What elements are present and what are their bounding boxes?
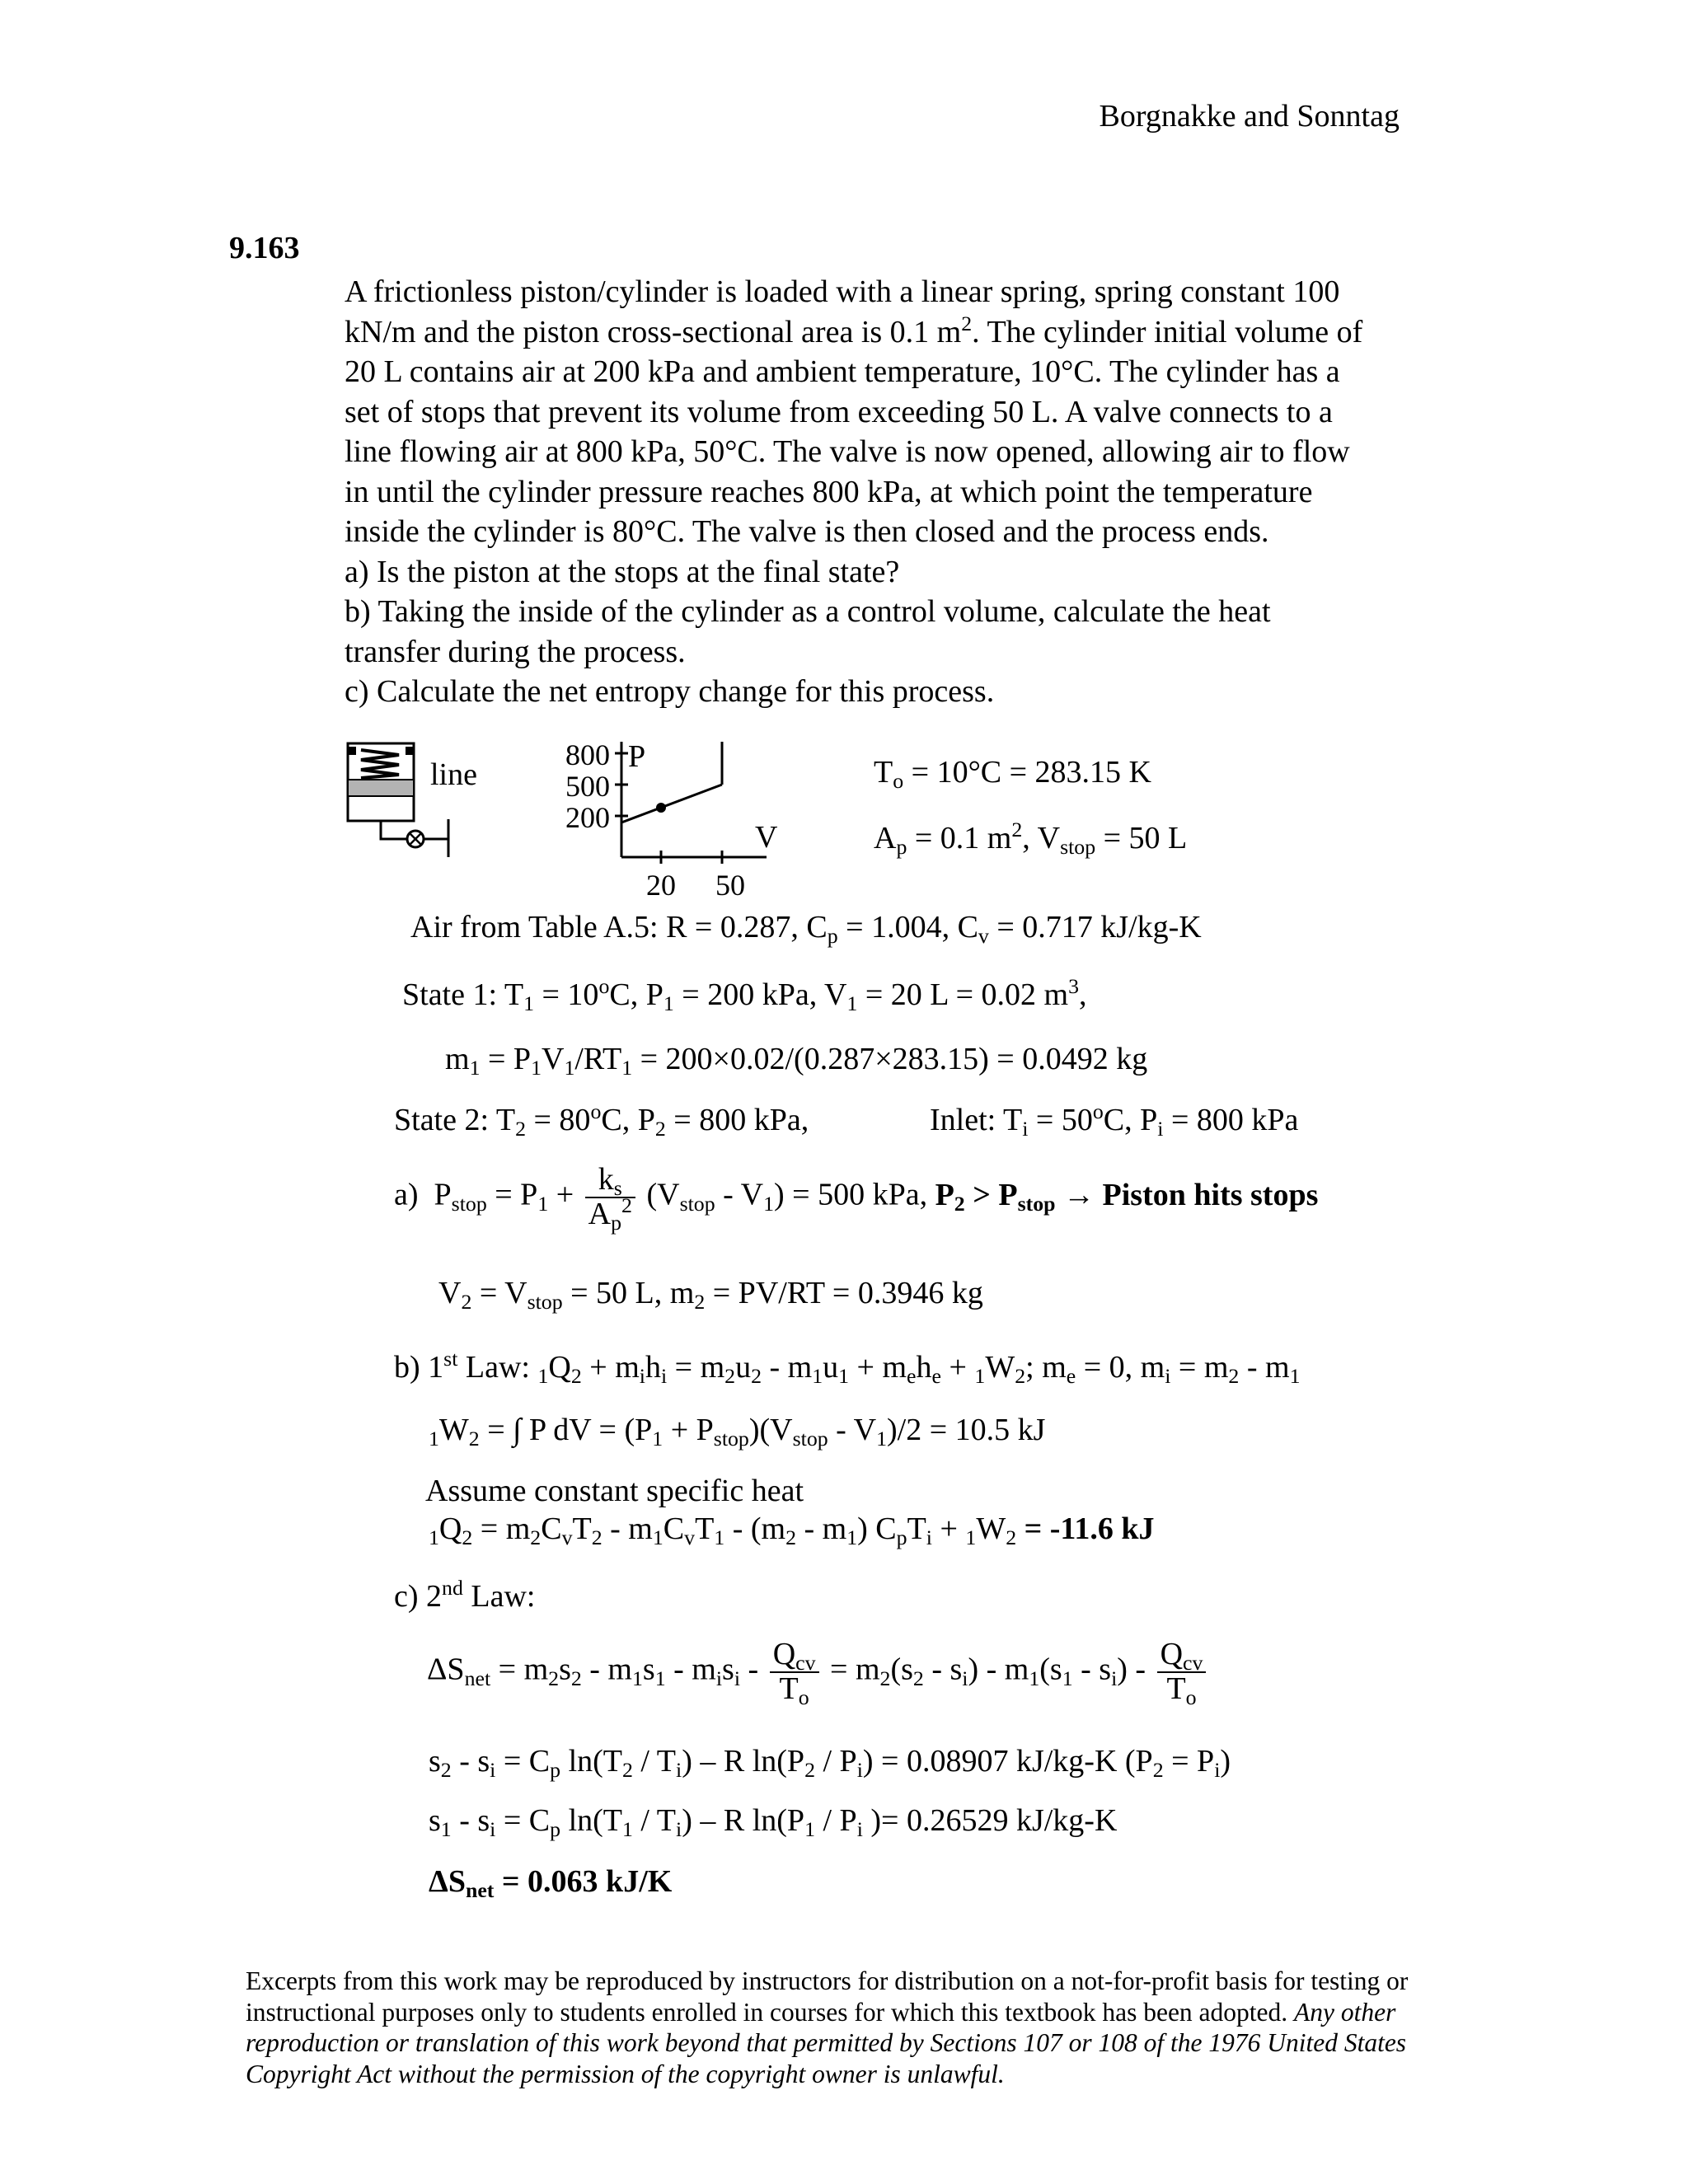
text: ) – R ln(P <box>682 1803 805 1838</box>
text: s <box>429 1744 441 1779</box>
text: = 0.063 kJ/K <box>494 1864 673 1899</box>
subscript: 2 <box>879 1666 891 1690</box>
subscript: p <box>896 835 907 860</box>
part-b-first-law: b) 1st Law: $_1Q_2 + m_ih_i = m_2u_2 - m_1u_1 + m_eh_e + _1W_2$; $m_e = 0$, $m_i = m_2 - m_1$ <box>394 1346 1301 1389</box>
heat-transfer-result: = -11.6 kJ <box>1024 1511 1155 1546</box>
text: ) = 500 kPa, <box>773 1177 935 1212</box>
subscript: i <box>734 1666 741 1690</box>
superscript: 2 <box>621 1193 632 1217</box>
subscript: 2 <box>785 1526 796 1550</box>
subscript: stop <box>792 1427 828 1451</box>
text: Q <box>772 1637 796 1671</box>
ambient-temperature <box>874 755 1151 794</box>
subscript: 1 <box>652 1526 663 1550</box>
superscript: 2 <box>1011 817 1023 841</box>
subscript: 1 <box>537 1191 549 1216</box>
text: - m <box>581 1652 632 1687</box>
subscript: 2 <box>468 1427 480 1451</box>
conclusion: → Piston hits stops <box>1055 1177 1319 1212</box>
subscript: 2 <box>622 1758 633 1783</box>
text: ) C <box>857 1511 897 1546</box>
copyright-italic-text: Any other reproduction or translation of this work beyond that permitted by Sections 107 or 108 of the 1976 United States Copyright Act without the permission of the copyright owner is unlawful. <box>246 1997 1407 2088</box>
text: - s <box>451 1744 490 1779</box>
text: T <box>874 755 893 790</box>
subscript: 1 <box>654 1666 666 1690</box>
subscript: cv <box>1183 1651 1203 1675</box>
text: = C <box>495 1803 551 1838</box>
inlet-pipe <box>381 821 407 839</box>
subscript: 2 <box>461 1290 472 1315</box>
text: = 200×0.02/(0.287×283.15) = 0.0492 kg <box>632 1042 1148 1076</box>
text: ) – R ln(P <box>682 1744 805 1779</box>
subscript: 2 <box>1006 1526 1017 1550</box>
problem-line <box>345 312 1441 353</box>
subscript: e <box>907 1364 917 1389</box>
inlet-state <box>930 1099 1299 1141</box>
subscript: i <box>676 1758 682 1783</box>
text: (V <box>638 1177 680 1212</box>
degree-sign: o <box>598 973 610 998</box>
problem-line-text: kN/m and the piston cross-sectional area is 0.1 m <box>345 314 962 349</box>
text: P <box>434 1177 452 1212</box>
text: = 50 <box>1028 1103 1093 1137</box>
subscript: i <box>856 1758 863 1783</box>
subscript: 1 <box>1062 1666 1073 1690</box>
subscript: stop <box>1017 1191 1056 1216</box>
subscript: i <box>715 1666 723 1690</box>
problem-number: 9.163 <box>229 231 300 265</box>
header-author: Borgnakke and Sonntag <box>1099 99 1400 134</box>
subscript: i <box>676 1817 682 1842</box>
heat-over-temperature <box>770 1637 819 1710</box>
state-2 <box>394 1099 809 1141</box>
subscript: 2 <box>462 1526 473 1550</box>
subscript: 1 <box>804 1817 815 1842</box>
subscript: p <box>827 924 838 949</box>
problem-line: in until the cylinder pressure reaches 800 kPa, at which point the temperature <box>345 474 1313 509</box>
superscript: 2 <box>961 311 973 335</box>
copyright-paragraph <box>246 1966 1465 2089</box>
text: = m <box>1170 1350 1229 1385</box>
copyright-notice <box>246 1966 1465 2089</box>
subscript: stop <box>679 1191 715 1216</box>
subscript: i <box>490 1758 496 1783</box>
subscript: i <box>1022 1117 1029 1141</box>
subscript: stop <box>1060 835 1096 860</box>
problem-line: line flowing air at 800 kPa, 50°C. The valve is now opened, allowing air to flow <box>345 434 1350 469</box>
text: = 200 kPa, V <box>673 977 847 1012</box>
text: V <box>438 1276 462 1310</box>
stop-marker <box>348 747 356 755</box>
text: )/2 = 10.5 kJ <box>887 1413 1046 1447</box>
part-label: b) 1 <box>394 1350 444 1385</box>
spring-line <box>621 785 722 823</box>
subscript: 2 <box>515 1117 526 1141</box>
assumption: Assume constant specific heat <box>425 1474 804 1508</box>
subscript: 1 <box>564 1056 575 1080</box>
subscript: 1 <box>763 1191 774 1216</box>
subscript: i <box>926 1526 932 1550</box>
text: m <box>445 1042 470 1076</box>
text: - m <box>796 1511 847 1546</box>
text: = 50 L, m <box>562 1276 695 1310</box>
p-tick-label: 800 <box>565 738 610 771</box>
subscript: 1 <box>965 1526 977 1550</box>
text: + <box>931 1511 966 1546</box>
text: = 1.004, C <box>837 910 978 944</box>
subscript: o <box>798 1685 809 1710</box>
subscript: 2 <box>694 1290 706 1315</box>
fraction-numerator <box>1157 1638 1207 1673</box>
text: (s <box>890 1652 913 1687</box>
subscript: 2 <box>654 1117 666 1141</box>
v-axis-label: V <box>755 820 778 855</box>
subscript: v <box>978 924 989 949</box>
part-label: a) <box>394 1177 419 1212</box>
subscript: s <box>613 1176 622 1201</box>
subscript: 2 <box>751 1364 762 1389</box>
text: - s <box>923 1652 963 1687</box>
subscript: 2 <box>954 1191 965 1216</box>
part-a-pstop <box>394 1162 1319 1235</box>
subscript: 1 <box>876 1427 887 1451</box>
subscript: i <box>1157 1117 1164 1141</box>
spring-fraction <box>585 1162 635 1235</box>
subscript: 1 <box>531 1056 542 1080</box>
boundary-work <box>429 1413 1046 1451</box>
copyright-text: Excerpts from this work may be reproduced by instructors for distribution on a not-for-profit basis for testing or instructional purposes only to students enrolled in courses for which this textbook has been adopted. <box>246 1966 1409 2027</box>
problem-line: set of stops that prevent its volume from exceeding 50 L. A valve connects to a <box>345 394 1333 429</box>
subscript: i <box>856 1817 863 1842</box>
text: )(V <box>748 1413 793 1447</box>
text: V <box>541 1042 565 1076</box>
subscript: i <box>639 1364 645 1389</box>
text: = ∫ P dV = (P <box>479 1413 653 1447</box>
text: T <box>572 1511 592 1546</box>
problem-line: a) Is the piston at the stops at the final state? <box>345 554 900 589</box>
text: + P <box>663 1413 714 1447</box>
subscript: p <box>550 1817 561 1842</box>
fraction-denominator <box>770 1671 819 1710</box>
text: Inlet: T <box>930 1103 1023 1137</box>
subscript: 2 <box>570 1364 582 1389</box>
subscript: 1 <box>440 1817 452 1842</box>
subscript: p <box>896 1526 907 1550</box>
text: = 10°C = 283.15 K <box>903 755 1151 790</box>
p-tick-label: 200 <box>565 801 610 834</box>
text: - m <box>1239 1350 1290 1385</box>
piston-cylinder-figure <box>338 733 799 907</box>
text: = m <box>822 1652 880 1687</box>
subscript: 1 <box>714 1526 725 1550</box>
subscript: 1 <box>622 1817 633 1842</box>
text: / P <box>814 1744 857 1779</box>
text: ) <box>1220 1744 1231 1779</box>
problem-line: c) Calculate the net entropy change for this process. <box>345 674 995 709</box>
entropy-balance: $\Delta S_{net} = m_2s_2 - m_1s_1 - m_is_i$ - $\frac{Q_{cv}}{T_o}$ = $m_2(s_2 - s_i) - m_1(s_1 - s_i)$ - $\frac{Q_{cv}}{T_o}$ <box>427 1638 1209 1706</box>
subscript: 1 <box>846 991 858 1016</box>
text: / T <box>632 1803 677 1838</box>
text: = 0, m <box>1076 1350 1165 1385</box>
subscript: 2 <box>1228 1364 1240 1389</box>
text: = m <box>490 1652 549 1687</box>
subscript: i <box>1214 1758 1221 1783</box>
p-tick-label: 500 <box>565 770 610 803</box>
text: State 2: T <box>394 1103 516 1137</box>
air-properties <box>410 910 1202 949</box>
v2-mass-2 <box>438 1276 983 1315</box>
problem-line: A frictionless piston/cylinder is loaded with a linear spring, spring constant 100 <box>345 274 1340 309</box>
piston-area-and-stop-volume <box>874 817 1188 860</box>
text: ΔS <box>427 1652 465 1687</box>
subscript: 2 <box>530 1526 542 1550</box>
problem-line: b) Taking the inside of the cylinder as a control volume, calculate the heat <box>345 594 1271 629</box>
part-label: c) 2 <box>394 1579 443 1614</box>
subscript: 2 <box>548 1666 560 1690</box>
problem-line: inside the cylinder is 80°C. The valve is then closed and the process ends. <box>345 514 1269 549</box>
text: C <box>541 1511 562 1546</box>
text: = PV/RT = 0.3946 kg <box>705 1276 983 1310</box>
text: s <box>429 1803 441 1838</box>
subscript: net <box>465 1878 495 1903</box>
line-label: line <box>430 757 477 792</box>
state-1-point <box>656 803 666 813</box>
subscript: i <box>1165 1364 1171 1389</box>
superscript: nd <box>442 1575 463 1600</box>
heat-over-temperature <box>1157 1637 1207 1710</box>
net-entropy-result <box>429 1864 673 1903</box>
subscript: i <box>1111 1666 1118 1690</box>
text: Law: <box>462 1579 536 1614</box>
fraction-denominator <box>585 1193 635 1235</box>
text: = 50 L <box>1095 821 1188 855</box>
subscript: o <box>893 769 904 794</box>
subscript: 2 <box>724 1364 736 1389</box>
subscript: stop <box>713 1427 749 1451</box>
text: = 800 kPa, <box>665 1103 809 1137</box>
text: k <box>598 1162 614 1197</box>
text: W <box>438 1413 469 1447</box>
entropy-s1-si <box>429 1803 1118 1842</box>
fraction-denominator <box>1157 1671 1207 1710</box>
subscript: 1 <box>846 1526 858 1550</box>
text: , <box>1079 977 1087 1012</box>
subscript: p <box>611 1211 622 1235</box>
subscript: net <box>464 1666 491 1690</box>
text: > P <box>964 1177 1018 1212</box>
text: - m <box>665 1652 716 1687</box>
heat-transfer: $_1Q_2 = m_2C_vT_2 - m_1C_vT_1 - (m_2 - m_1) C_pT_i + _1W_2 = -11.6$ kJ <box>429 1511 1155 1550</box>
text: = P <box>480 1042 532 1076</box>
p2-bold <box>935 1177 1319 1216</box>
fraction-numerator <box>770 1638 819 1673</box>
subscript: stop <box>451 1191 487 1216</box>
part-c-second-law <box>394 1575 536 1614</box>
degree-sign: o <box>1092 1099 1104 1123</box>
subscript: 1 <box>812 1364 823 1389</box>
text: , V <box>1022 821 1061 855</box>
v-tick-label: 50 <box>715 869 745 902</box>
subscript: 1 <box>429 1427 439 1451</box>
text: + <box>548 1177 582 1212</box>
text: = C <box>495 1744 551 1779</box>
subscript: 1 <box>621 1056 633 1080</box>
spring-icon <box>361 750 399 778</box>
text: Q <box>438 1511 462 1546</box>
text: = P <box>1163 1744 1215 1779</box>
text: = 0.717 kJ/kg-K <box>988 910 1202 944</box>
text: Air from Table A.5: R = 0.287, C <box>410 910 828 944</box>
text: = 10 <box>534 977 599 1012</box>
superscript: 3 <box>1068 973 1080 998</box>
subscript: 1 <box>537 1364 549 1389</box>
subscript: 1 <box>663 991 674 1016</box>
text: )= 0.26529 kJ/kg-K <box>862 1803 1118 1838</box>
text: ln(T <box>560 1744 622 1779</box>
text: Law: <box>457 1350 538 1385</box>
subscript: 2 <box>804 1758 815 1783</box>
text: C, P <box>609 977 663 1012</box>
superscript: st <box>443 1346 458 1371</box>
subscript: stop <box>527 1290 563 1315</box>
text: C, P <box>1103 1103 1158 1137</box>
text: ) - <box>1117 1652 1154 1687</box>
text: = 20 L = 0.02 m <box>857 977 1069 1012</box>
text: / T <box>632 1744 677 1779</box>
degree-sign: o <box>590 1099 602 1123</box>
subscript: v <box>684 1526 696 1550</box>
text: = 0.1 m <box>907 821 1012 855</box>
mass-1 <box>445 1042 1148 1080</box>
subscript: i <box>962 1666 968 1690</box>
subscript: 1 <box>632 1666 643 1690</box>
entropy-s2-si <box>429 1744 1231 1783</box>
subscript: 1 <box>838 1364 850 1389</box>
subscript: 2 <box>912 1666 924 1690</box>
subscript: v <box>561 1526 573 1550</box>
text: = 800 kPa <box>1163 1103 1299 1137</box>
problem-line: transfer during the process. <box>345 634 686 669</box>
v-tick-label: 20 <box>646 869 676 902</box>
text: /RT <box>574 1042 622 1076</box>
subscript: 1 <box>652 1427 663 1451</box>
text: = 80 <box>526 1103 591 1137</box>
text: / P <box>814 1803 857 1838</box>
subscript: 1 <box>523 991 534 1016</box>
text: Q <box>1160 1637 1184 1671</box>
problem-statement <box>345 272 1441 712</box>
text: - m <box>602 1511 653 1546</box>
text: = m <box>472 1511 531 1546</box>
subscript: 2 <box>570 1666 582 1690</box>
text: T <box>1166 1671 1186 1706</box>
subscript: e <box>1066 1364 1076 1389</box>
subscript: i <box>490 1817 496 1842</box>
text: ln(T <box>560 1803 622 1838</box>
subscript: 1 <box>974 1364 986 1389</box>
problem-line-text: . The cylinder initial volume of <box>972 314 1363 349</box>
text: P <box>935 1177 954 1212</box>
subscript: 2 <box>440 1758 452 1783</box>
subscript: 2 <box>1152 1758 1164 1783</box>
subscript: e <box>931 1364 941 1389</box>
subscript: 2 <box>591 1526 603 1550</box>
text: ) = 0.08907 kJ/kg-K (P <box>862 1744 1153 1779</box>
text: - V <box>715 1177 764 1212</box>
text: = P <box>486 1177 538 1212</box>
text: - s <box>451 1803 490 1838</box>
text: = V <box>471 1276 528 1310</box>
subscript: p <box>550 1758 561 1783</box>
subscript: o <box>1185 1685 1197 1710</box>
state-1 <box>402 973 1087 1016</box>
subscript: 1 <box>429 1526 439 1550</box>
text: ΔS <box>429 1864 466 1899</box>
subscript: cv <box>795 1651 816 1675</box>
text: - (m <box>724 1511 786 1546</box>
stop-marker <box>406 747 414 755</box>
text: - V <box>828 1413 877 1447</box>
subscript: 2 <box>1015 1364 1026 1389</box>
text: State 1: T <box>402 977 524 1012</box>
problem-line: 20 L contains air at 200 kPa and ambient temperature, 10°C. The cylinder has a <box>345 354 1340 389</box>
text: A <box>874 821 897 855</box>
text: - <box>740 1652 767 1687</box>
subscript: 1 <box>1289 1364 1301 1389</box>
piston <box>348 780 414 796</box>
text: ; m <box>1025 1350 1067 1385</box>
text: ) - m <box>968 1652 1029 1687</box>
p-axis-label: P <box>628 739 646 774</box>
text: C, P <box>601 1103 655 1137</box>
subscript: 1 <box>1029 1666 1040 1690</box>
text: T <box>779 1671 799 1706</box>
subscript: i <box>660 1364 668 1389</box>
text: A <box>588 1196 612 1231</box>
subscript: 1 <box>469 1056 481 1080</box>
